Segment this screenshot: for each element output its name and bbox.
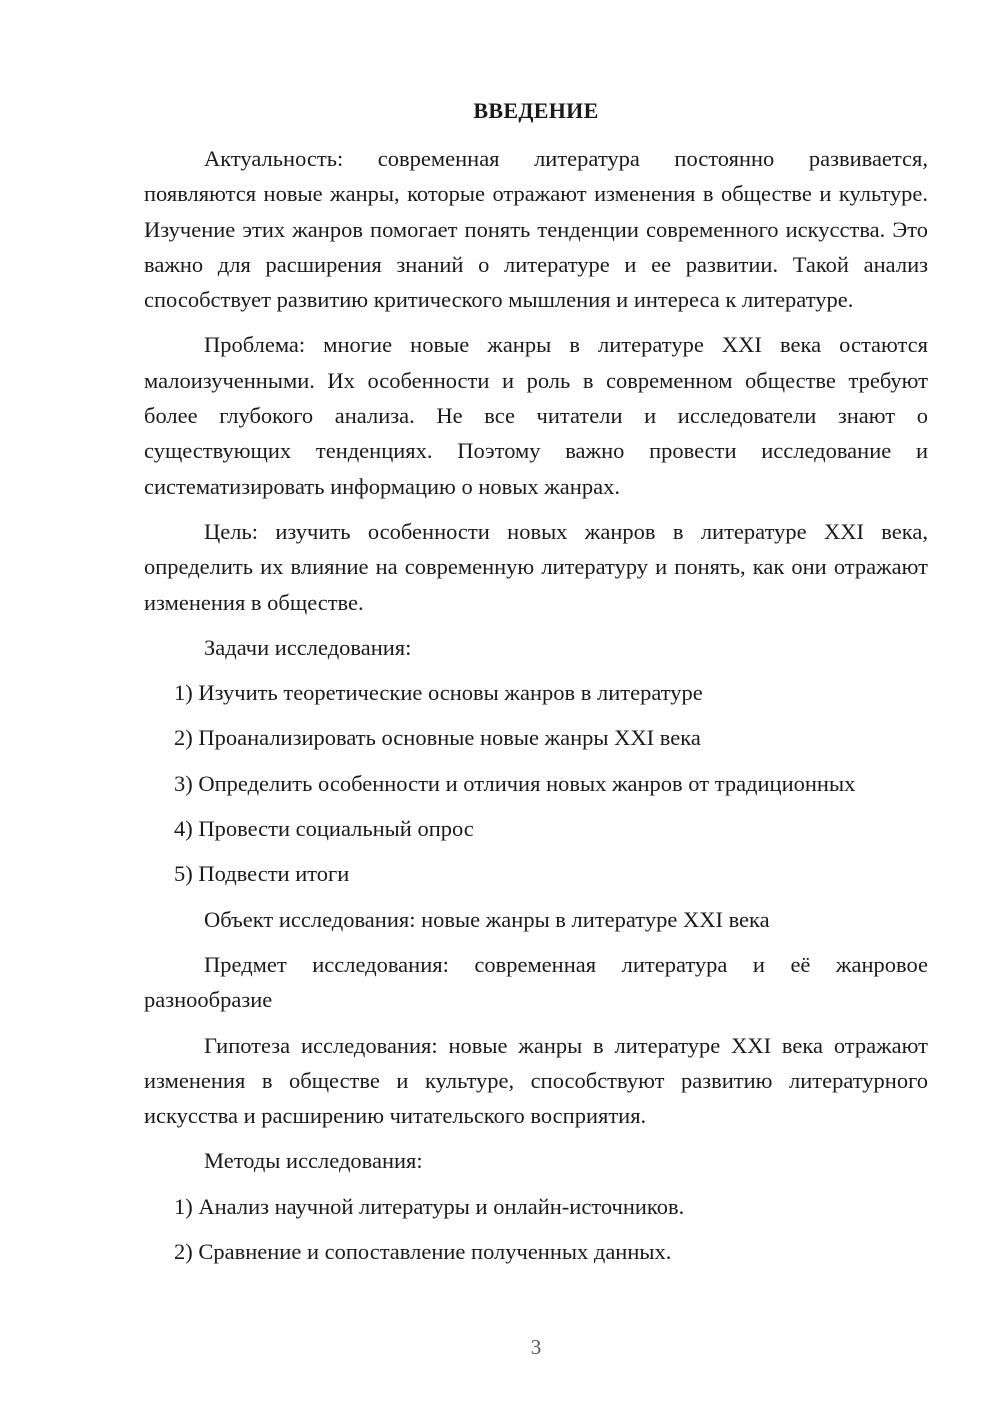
body-text: [144, 141, 928, 1269]
task-item-1: 1) Изучить теоретические основы жанров в литературе: [174, 680, 703, 706]
task-item-3: 3) Определить особенности и отличия новых жанров от традиционных: [174, 770, 856, 796]
problem-paragraph: Проблема: многие новые жанры в литературе XXI века остаются малоизученными. Их особенности и роль в современном обществе требуют более глубокого анализа. Не все читатели и исследователи знают о существующих тенденциях. Поэтому важно провести исследование и систематизировать информацию о новых жанрах.: [144, 332, 928, 499]
relevance-paragraph: Актуальность: современная литература постоянно развивается, появляются новые жанры, которые отражают изменения в обществе и культуре. Изучение этих жанров помогает понять тенденции современного искусства. Это важно для расширения знаний о литературе и ее развитии. Такой анализ способствует развитию критического мышления и интереса к литературе.: [144, 146, 928, 313]
page-number: 3: [530, 1335, 542, 1359]
hypothesis-paragraph: Гипотеза исследования: новые жанры в литературе XXI века отражают изменения в обществе и культуре, способствуют развитию литературного искусства и расширению читательского восприятия.: [144, 1032, 928, 1129]
methods-heading: Методы исследования:: [204, 1148, 423, 1174]
task-item-4: 4) Провести социальный опрос: [174, 816, 474, 842]
section-heading: ВВЕДЕНИЕ: [473, 98, 599, 123]
tasks-heading: Задачи исследования:: [204, 634, 412, 660]
method-item-2: 2) Сравнение и сопоставление полученных данных.: [174, 1239, 672, 1265]
document-page: [144, 0, 928, 1414]
task-item-5: 5) Подвести итоги: [174, 861, 350, 887]
subject-paragraph: Предмет исследования: современная литература и её жанровое разнообразие: [144, 951, 928, 1013]
task-item-2: 2) Проанализировать основные новые жанры XXI века: [174, 725, 701, 751]
goal-paragraph: Цель: изучить особенности новых жанров в литературе XXI века, определить их влияние на современную литературу и понять, как они отражают изменения в обществе.: [144, 518, 928, 615]
method-item-1: 1) Анализ научной литературы и онлайн-источников.: [174, 1193, 685, 1219]
object-paragraph: Объект исследования: новые жанры в литературе XXI века: [204, 906, 770, 932]
